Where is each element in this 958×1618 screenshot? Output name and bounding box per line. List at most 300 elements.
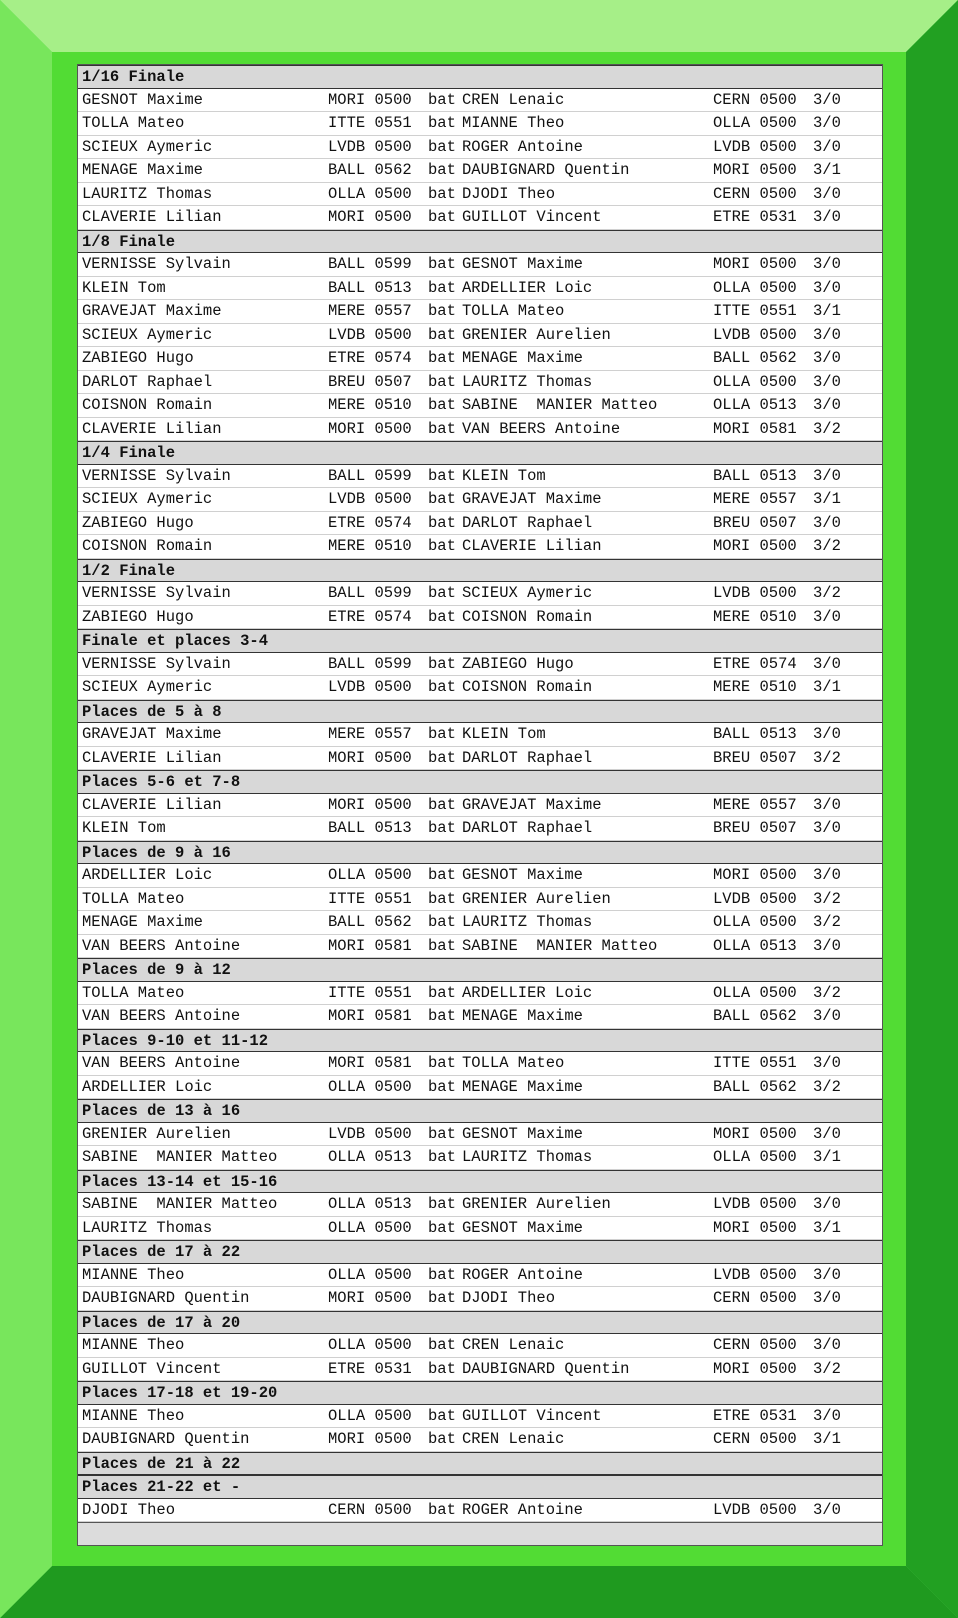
winner-club: BALL 0599 bbox=[328, 466, 412, 485]
score: 3/0 bbox=[813, 1007, 841, 1025]
loser-name: TOLLA Mateo bbox=[462, 1054, 565, 1072]
winner-club: ETRE 0574 bbox=[328, 607, 412, 626]
winner-club: BREU 0507 bbox=[328, 372, 412, 391]
winner-name: SABINE MANIER Matteo bbox=[82, 1148, 278, 1166]
loser-name: DARLOT Raphael bbox=[462, 748, 593, 767]
score: 3/0 bbox=[813, 1265, 841, 1284]
loser-club: MORI 0500 bbox=[713, 1218, 797, 1237]
loser-name: TOLLA Mateo bbox=[462, 302, 565, 320]
loser-name: GRENIER Aurelien bbox=[462, 889, 611, 908]
winner-club: MORI 0500 bbox=[328, 795, 412, 814]
winner-name: ZABIEGO Hugo bbox=[82, 349, 194, 367]
loser-club: MORI 0500 bbox=[713, 1124, 797, 1143]
match-row bbox=[78, 300, 882, 324]
winner-club: LVDB 0500 bbox=[328, 325, 412, 344]
loser-club: ETRE 0531 bbox=[713, 208, 797, 226]
score: 3/0 bbox=[813, 1406, 841, 1425]
winner-club: MERE 0510 bbox=[328, 396, 412, 414]
winner-club: BALL 0599 bbox=[328, 584, 412, 602]
bat-word: bat bbox=[428, 819, 456, 837]
loser-name: SCIEUX Aymeric bbox=[462, 584, 593, 602]
loser-name: MENAGE Maxime bbox=[462, 1077, 583, 1096]
loser-name: GESNOT Maxime bbox=[462, 1124, 583, 1143]
winner-club: MORI 0500 bbox=[328, 1289, 412, 1307]
score: 3/2 bbox=[813, 1077, 841, 1096]
loser-name: MENAGE Maxime bbox=[462, 1007, 583, 1025]
match-row bbox=[78, 512, 882, 536]
score: 3/0 bbox=[813, 607, 841, 626]
score: 3/0 bbox=[813, 208, 841, 226]
match-row bbox=[78, 1052, 882, 1076]
match-row bbox=[78, 935, 882, 959]
winner-club: BALL 0562 bbox=[328, 161, 412, 179]
score: 3/2 bbox=[813, 537, 841, 555]
score: 3/0 bbox=[813, 255, 841, 273]
winner-name: TOLLA Mateo bbox=[82, 983, 185, 1002]
winner-name: TOLLA Mateo bbox=[82, 114, 185, 132]
match-row bbox=[78, 418, 882, 442]
bat-word: bat bbox=[428, 1054, 456, 1072]
score: 3/0 bbox=[813, 725, 841, 743]
winner-name: MENAGE Maxime bbox=[82, 161, 203, 179]
loser-name: SABINE MANIER Matteo bbox=[462, 396, 658, 414]
match-row bbox=[78, 794, 882, 818]
bat-word: bat bbox=[428, 936, 456, 955]
loser-club: LVDB 0500 bbox=[713, 889, 797, 908]
bat-word: bat bbox=[428, 114, 456, 132]
loser-name: GRAVEJAT Maxime bbox=[462, 490, 602, 508]
section-header: Places de 5 à 8 bbox=[78, 700, 882, 724]
score: 3/0 bbox=[813, 1336, 841, 1354]
bat-word: bat bbox=[428, 607, 456, 626]
bat-word: bat bbox=[428, 889, 456, 908]
section-header: Places 9-10 et 11-12 bbox=[78, 1029, 882, 1053]
bat-word: bat bbox=[428, 1289, 456, 1307]
score: 3/0 bbox=[813, 396, 841, 414]
loser-club: ITTE 0551 bbox=[713, 1054, 797, 1072]
match-row bbox=[78, 136, 882, 160]
section-header: Places de 9 à 16 bbox=[78, 841, 882, 865]
score: 3/0 bbox=[813, 372, 841, 391]
score: 3/0 bbox=[813, 1054, 841, 1072]
winner-club: BALL 0513 bbox=[328, 278, 412, 297]
section-header: 1/16 Finale bbox=[78, 65, 882, 89]
match-row bbox=[78, 888, 882, 912]
section-header: Places 21-22 et - bbox=[78, 1475, 882, 1499]
match-row bbox=[78, 864, 882, 888]
winner-club: MORI 0500 bbox=[328, 208, 412, 226]
match-row bbox=[78, 1358, 882, 1382]
bat-word: bat bbox=[428, 490, 456, 508]
score: 3/2 bbox=[813, 889, 841, 908]
score: 3/1 bbox=[813, 1148, 841, 1166]
loser-club: BALL 0513 bbox=[713, 725, 797, 743]
score: 3/1 bbox=[813, 302, 841, 320]
winner-name: ARDELLIER Loic bbox=[82, 1077, 213, 1096]
bat-word: bat bbox=[428, 748, 456, 767]
winner-name: DARLOT Raphael bbox=[82, 372, 213, 391]
winner-name: ZABIEGO Hugo bbox=[82, 607, 194, 626]
bat-word: bat bbox=[428, 584, 456, 602]
loser-name: DARLOT Raphael bbox=[462, 819, 593, 837]
winner-club: ITTE 0551 bbox=[328, 114, 412, 132]
match-row bbox=[78, 676, 882, 700]
loser-club: CERN 0500 bbox=[713, 1430, 797, 1448]
loser-name: GRENIER Aurelien bbox=[462, 325, 611, 344]
results-table bbox=[77, 64, 883, 1546]
match-row bbox=[78, 394, 882, 418]
winner-club: ETRE 0574 bbox=[328, 349, 412, 367]
match-row bbox=[78, 1287, 882, 1311]
winner-club: MORI 0500 bbox=[328, 748, 412, 767]
winner-name: GRENIER Aurelien bbox=[82, 1124, 231, 1143]
score: 3/0 bbox=[813, 819, 841, 837]
bat-word: bat bbox=[428, 302, 456, 320]
section-header: 1/4 Finale bbox=[78, 441, 882, 465]
winner-club: OLLA 0500 bbox=[328, 1077, 412, 1096]
frame-left-bevel bbox=[0, 0, 52, 1618]
match-row bbox=[78, 1005, 882, 1029]
match-row bbox=[78, 747, 882, 771]
loser-name: CREN Lenaic bbox=[462, 1336, 565, 1354]
section-header: Places 5-6 et 7-8 bbox=[78, 770, 882, 794]
frame-bottom-bevel bbox=[0, 1566, 958, 1618]
winner-name: CLAVERIE Lilian bbox=[82, 748, 222, 767]
winner-name: CLAVERIE Lilian bbox=[82, 419, 222, 438]
score: 3/0 bbox=[813, 1500, 841, 1519]
match-row bbox=[78, 1217, 882, 1241]
winner-club: OLLA 0513 bbox=[328, 1195, 412, 1213]
match-row bbox=[78, 723, 882, 747]
winner-name: MIANNE Theo bbox=[82, 1406, 185, 1425]
winner-name: KLEIN Tom bbox=[82, 819, 166, 837]
section-header: Places 17-18 et 19-20 bbox=[78, 1381, 882, 1405]
loser-name: ROGER Antoine bbox=[462, 1500, 583, 1519]
match-row bbox=[78, 253, 882, 277]
loser-club: MORI 0500 bbox=[713, 866, 797, 884]
match-row bbox=[78, 982, 882, 1006]
loser-club: OLLA 0500 bbox=[713, 1148, 797, 1166]
loser-name: LAURITZ Thomas bbox=[462, 913, 593, 931]
bat-word: bat bbox=[428, 372, 456, 391]
match-row bbox=[78, 206, 882, 230]
winner-club: OLLA 0500 bbox=[328, 184, 412, 203]
score: 3/2 bbox=[813, 419, 841, 438]
bat-word: bat bbox=[428, 866, 456, 884]
bat-word: bat bbox=[428, 1077, 456, 1096]
bat-word: bat bbox=[428, 678, 456, 696]
loser-club: BALL 0562 bbox=[713, 349, 797, 367]
loser-club: OLLA 0513 bbox=[713, 936, 797, 955]
winner-name: LAURITZ Thomas bbox=[82, 184, 213, 203]
loser-club: OLLA 0513 bbox=[713, 396, 797, 414]
winner-name: MIANNE Theo bbox=[82, 1336, 185, 1354]
section-header: 1/8 Finale bbox=[78, 230, 882, 254]
loser-club: OLLA 0500 bbox=[713, 372, 797, 391]
loser-club: CERN 0500 bbox=[713, 90, 797, 109]
winner-name: GESNOT Maxime bbox=[82, 90, 203, 109]
match-row bbox=[78, 324, 882, 348]
winner-club: BALL 0599 bbox=[328, 255, 412, 273]
bat-word: bat bbox=[428, 983, 456, 1002]
winner-name: LAURITZ Thomas bbox=[82, 1218, 213, 1237]
winner-name: TOLLA Mateo bbox=[82, 889, 185, 908]
loser-name: ARDELLIER Loic bbox=[462, 983, 593, 1002]
winner-name: MIANNE Theo bbox=[82, 1265, 185, 1284]
score: 3/2 bbox=[813, 913, 841, 931]
winner-name: DJODI Theo bbox=[82, 1500, 176, 1519]
winner-name: COISNON Romain bbox=[82, 396, 213, 414]
match-row bbox=[78, 535, 882, 559]
loser-name: GESNOT Maxime bbox=[462, 255, 583, 273]
loser-name: CLAVERIE Lilian bbox=[462, 537, 602, 555]
loser-club: MORI 0500 bbox=[713, 1359, 797, 1378]
winner-club: ITTE 0551 bbox=[328, 889, 412, 908]
bat-word: bat bbox=[428, 1336, 456, 1354]
bat-word: bat bbox=[428, 419, 456, 438]
loser-club: OLLA 0500 bbox=[713, 983, 797, 1002]
score: 3/1 bbox=[813, 1430, 841, 1448]
loser-club: OLLA 0500 bbox=[713, 278, 797, 297]
match-row bbox=[78, 1146, 882, 1170]
loser-club: BREU 0507 bbox=[713, 819, 797, 837]
loser-club: CERN 0500 bbox=[713, 1336, 797, 1354]
loser-name: GRAVEJAT Maxime bbox=[462, 795, 602, 814]
winner-name: KLEIN Tom bbox=[82, 278, 166, 297]
score: 3/0 bbox=[813, 1289, 841, 1307]
winner-club: OLLA 0500 bbox=[328, 1218, 412, 1237]
match-row bbox=[78, 1193, 882, 1217]
winner-name: GRAVEJAT Maxime bbox=[82, 725, 222, 743]
bat-word: bat bbox=[428, 513, 456, 532]
loser-club: MORI 0500 bbox=[713, 255, 797, 273]
winner-name: SCIEUX Aymeric bbox=[82, 137, 213, 156]
score: 3/0 bbox=[813, 114, 841, 132]
match-row bbox=[78, 1264, 882, 1288]
bat-word: bat bbox=[428, 1265, 456, 1284]
winner-club: ETRE 0574 bbox=[328, 513, 412, 532]
table-footer bbox=[78, 1522, 882, 1545]
winner-club: MERE 0557 bbox=[328, 725, 412, 743]
loser-name: CREN Lenaic bbox=[462, 1430, 565, 1448]
winner-club: MERE 0510 bbox=[328, 537, 412, 555]
section-header: Places de 13 à 16 bbox=[78, 1099, 882, 1123]
match-row bbox=[78, 488, 882, 512]
section-header: Finale et places 3-4 bbox=[78, 629, 882, 653]
winner-club: BALL 0562 bbox=[328, 913, 412, 931]
loser-club: OLLA 0500 bbox=[713, 913, 797, 931]
section-header: Places de 17 à 22 bbox=[78, 1240, 882, 1264]
loser-name: ARDELLIER Loic bbox=[462, 278, 593, 297]
section-header: Places de 9 à 12 bbox=[78, 958, 882, 982]
loser-club: BALL 0513 bbox=[713, 466, 797, 485]
winner-name: VAN BEERS Antoine bbox=[82, 1054, 241, 1072]
score: 3/0 bbox=[813, 184, 841, 203]
winner-name: VAN BEERS Antoine bbox=[82, 936, 241, 955]
loser-name: LAURITZ Thomas bbox=[462, 372, 593, 391]
loser-name: GRENIER Aurelien bbox=[462, 1195, 611, 1213]
match-row bbox=[78, 277, 882, 301]
winner-club: MORI 0500 bbox=[328, 1430, 412, 1448]
winner-club: BALL 0599 bbox=[328, 654, 412, 673]
loser-club: BALL 0562 bbox=[713, 1007, 797, 1025]
score: 3/0 bbox=[813, 654, 841, 673]
match-row bbox=[78, 183, 882, 207]
winner-club: MORI 0500 bbox=[328, 419, 412, 438]
score: 3/2 bbox=[813, 983, 841, 1002]
loser-name: DARLOT Raphael bbox=[462, 513, 593, 532]
match-row bbox=[78, 1405, 882, 1429]
score: 3/0 bbox=[813, 936, 841, 955]
loser-club: LVDB 0500 bbox=[713, 584, 797, 602]
loser-club: MERE 0510 bbox=[713, 678, 797, 696]
bat-word: bat bbox=[428, 795, 456, 814]
winner-club: MORI 0581 bbox=[328, 1054, 412, 1072]
winner-club: LVDB 0500 bbox=[328, 490, 412, 508]
loser-name: GESNOT Maxime bbox=[462, 866, 583, 884]
score: 3/0 bbox=[813, 90, 841, 109]
score: 3/2 bbox=[813, 748, 841, 767]
match-row bbox=[78, 112, 882, 136]
loser-name: ROGER Antoine bbox=[462, 137, 583, 156]
loser-club: ITTE 0551 bbox=[713, 302, 797, 320]
loser-name: LAURITZ Thomas bbox=[462, 1148, 593, 1166]
score: 3/1 bbox=[813, 678, 841, 696]
winner-club: OLLA 0500 bbox=[328, 1336, 412, 1354]
bat-word: bat bbox=[428, 725, 456, 743]
winner-name: SABINE MANIER Matteo bbox=[82, 1195, 278, 1213]
loser-club: ETRE 0531 bbox=[713, 1406, 797, 1425]
winner-club: MORI 0500 bbox=[328, 90, 412, 109]
loser-club: LVDB 0500 bbox=[713, 1500, 797, 1519]
score: 3/2 bbox=[813, 584, 841, 602]
bat-word: bat bbox=[428, 137, 456, 156]
loser-club: LVDB 0500 bbox=[713, 1195, 797, 1213]
loser-name: KLEIN Tom bbox=[462, 466, 546, 485]
loser-club: CERN 0500 bbox=[713, 1289, 797, 1307]
loser-club: CERN 0500 bbox=[713, 184, 797, 203]
loser-club: LVDB 0500 bbox=[713, 325, 797, 344]
loser-name: GESNOT Maxime bbox=[462, 1218, 583, 1237]
loser-club: ETRE 0574 bbox=[713, 654, 797, 673]
winner-club: ETRE 0531 bbox=[328, 1359, 412, 1378]
bat-word: bat bbox=[428, 537, 456, 555]
winner-name: CLAVERIE Lilian bbox=[82, 208, 222, 226]
winner-club: OLLA 0500 bbox=[328, 866, 412, 884]
winner-name: DAUBIGNARD Quentin bbox=[82, 1289, 250, 1307]
loser-name: DJODI Theo bbox=[462, 184, 556, 203]
score: 3/0 bbox=[813, 349, 841, 367]
loser-club: MORI 0500 bbox=[713, 161, 797, 179]
winner-club: OLLA 0500 bbox=[328, 1406, 412, 1425]
winner-club: LVDB 0500 bbox=[328, 137, 412, 156]
score: 3/0 bbox=[813, 513, 841, 532]
section-header: Places de 21 à 22 bbox=[78, 1452, 882, 1476]
winner-name: VAN BEERS Antoine bbox=[82, 1007, 241, 1025]
winner-club: MERE 0557 bbox=[328, 302, 412, 320]
section-header: 1/2 Finale bbox=[78, 559, 882, 583]
loser-name: COISNON Romain bbox=[462, 607, 593, 626]
loser-club: LVDB 0500 bbox=[713, 137, 797, 156]
bat-word: bat bbox=[428, 1195, 456, 1213]
loser-name: CREN Lenaic bbox=[462, 90, 565, 109]
loser-name: DAUBIGNARD Quentin bbox=[462, 161, 630, 179]
bat-word: bat bbox=[428, 1430, 456, 1448]
bat-word: bat bbox=[428, 654, 456, 673]
loser-name: COISNON Romain bbox=[462, 678, 593, 696]
match-row bbox=[78, 653, 882, 677]
match-row bbox=[78, 159, 882, 183]
match-row bbox=[78, 911, 882, 935]
match-row bbox=[78, 371, 882, 395]
winner-club: CERN 0500 bbox=[328, 1500, 412, 1519]
loser-club: MERE 0510 bbox=[713, 607, 797, 626]
winner-name: CLAVERIE Lilian bbox=[82, 795, 222, 814]
loser-name: ROGER Antoine bbox=[462, 1265, 583, 1284]
winner-club: BALL 0513 bbox=[328, 819, 412, 837]
bat-word: bat bbox=[428, 1500, 456, 1519]
section-header: Places 13-14 et 15-16 bbox=[78, 1170, 882, 1194]
match-row bbox=[78, 465, 882, 489]
bat-word: bat bbox=[428, 1148, 456, 1166]
section-header: Places de 17 à 20 bbox=[78, 1311, 882, 1335]
loser-club: MORI 0500 bbox=[713, 537, 797, 555]
match-row bbox=[78, 347, 882, 371]
loser-club: MERE 0557 bbox=[713, 490, 797, 508]
match-row bbox=[78, 1499, 882, 1523]
match-row bbox=[78, 817, 882, 841]
winner-name: COISNON Romain bbox=[82, 537, 213, 555]
winner-name: VERNISSE Sylvain bbox=[82, 466, 231, 485]
winner-club: MORI 0581 bbox=[328, 936, 412, 955]
score: 3/0 bbox=[813, 1124, 841, 1143]
bat-word: bat bbox=[428, 1007, 456, 1025]
loser-club: MERE 0557 bbox=[713, 795, 797, 814]
score: 3/0 bbox=[813, 1195, 841, 1213]
loser-club: BALL 0562 bbox=[713, 1077, 797, 1096]
frame-right-bevel bbox=[906, 0, 958, 1618]
winner-name: VERNISSE Sylvain bbox=[82, 255, 231, 273]
loser-club: BREU 0507 bbox=[713, 748, 797, 767]
match-row bbox=[78, 606, 882, 630]
winner-name: VERNISSE Sylvain bbox=[82, 654, 231, 673]
bat-word: bat bbox=[428, 325, 456, 344]
winner-name: ZABIEGO Hugo bbox=[82, 513, 194, 532]
score: 3/1 bbox=[813, 490, 841, 508]
winner-name: SCIEUX Aymeric bbox=[82, 490, 213, 508]
winner-club: OLLA 0513 bbox=[328, 1148, 412, 1166]
winner-name: DAUBIGNARD Quentin bbox=[82, 1430, 250, 1448]
loser-name: KLEIN Tom bbox=[462, 725, 546, 743]
loser-name: VAN BEERS Antoine bbox=[462, 419, 621, 438]
match-row bbox=[78, 89, 882, 113]
loser-name: GUILLOT Vincent bbox=[462, 1406, 602, 1425]
loser-club: BREU 0507 bbox=[713, 513, 797, 532]
winner-name: SCIEUX Aymeric bbox=[82, 325, 213, 344]
match-row bbox=[78, 1076, 882, 1100]
match-row bbox=[78, 582, 882, 606]
winner-name: SCIEUX Aymeric bbox=[82, 678, 213, 696]
winner-name: GUILLOT Vincent bbox=[82, 1359, 222, 1378]
match-row bbox=[78, 1123, 882, 1147]
score: 3/1 bbox=[813, 1218, 841, 1237]
bat-word: bat bbox=[428, 466, 456, 485]
bat-word: bat bbox=[428, 255, 456, 273]
winner-club: LVDB 0500 bbox=[328, 1124, 412, 1143]
bat-word: bat bbox=[428, 90, 456, 109]
match-row bbox=[78, 1428, 882, 1452]
bat-word: bat bbox=[428, 913, 456, 931]
